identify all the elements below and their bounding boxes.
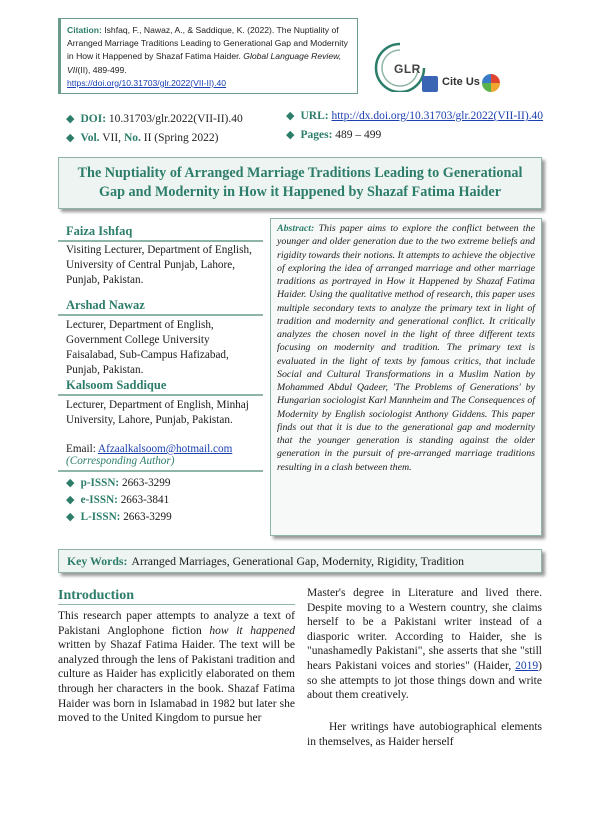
divider (58, 604, 295, 605)
vol-value: VII, (102, 132, 122, 144)
author-affiliation: Lecturer, Department of English, Minhaj University, Lahore, Punjab, Pakistan. (66, 399, 249, 426)
bullet-icon: ◆ (66, 113, 75, 125)
cite-us-link[interactable]: Cite Us (442, 76, 480, 88)
l-issn-label: L-ISSN: (80, 511, 121, 523)
introduction-heading: Introduction (58, 588, 134, 603)
intro-text: written by Shazaf Fatima Haider. The text will be analyzed through the lens of Pakistani tradition and culture as Haider has explicitly elaborated on them through her characters in the book. Shazaf Fatima Haider was born in Islamabad in 1982 but later she moved to the United Kingdom to pursue her (58, 639, 295, 725)
author-affiliation: Visiting Lecturer, Department of English, University of Central Punjab, Lahore, Punjab, Pakistan. (66, 244, 252, 286)
email-link[interactable]: Afzaalkalsoom@hotmail.com (98, 443, 233, 455)
p-issn-label: p-ISSN: (80, 477, 120, 489)
intro-text: ) so she attempts to jot those things down and write about them creatively. (307, 659, 542, 702)
l-issn-value: 2663-3299 (123, 511, 172, 523)
citation-link[interactable]: https://doi.org/10.31703/glr.2022(VII-II).40 (67, 77, 227, 88)
citation-year-link[interactable]: 2019 (515, 659, 539, 672)
logo-area (370, 40, 550, 100)
cite-badge-icon (422, 76, 438, 92)
url-link[interactable]: http://dx.doi.org/10.31703/glr.2022(VII-II).40 (331, 110, 544, 122)
l-issn-row (66, 510, 172, 523)
citation-box (58, 18, 358, 94)
url-label: URL: (300, 110, 329, 122)
divider (58, 314, 263, 316)
bullet-icon: ◆ (66, 511, 75, 523)
intro-right-paragraph (307, 586, 542, 703)
doi-row (66, 112, 243, 125)
bullet-icon: ◆ (66, 132, 75, 144)
author-name: Kalsoom Saddique (66, 378, 167, 392)
intro-right-paragraph-2: Her writings have autobiographical elements in themselves, as Haider herself (307, 721, 542, 748)
no-value: II (Spring 2022) (143, 132, 219, 144)
keywords-label: Key Words: (67, 553, 128, 568)
citation-issue: (II), 489-499. (77, 64, 127, 75)
corresponding-author-note: (Corresponding Author) (66, 455, 175, 467)
author-name: Arshad Nawaz (66, 298, 145, 312)
abstract-text: This paper aims to explore the conflict between the younger and older generation due to the two extreme beliefs and rigidity towards their notions. It attempts to achieve the objective of exploring the idea of arranged marriage and other marriage traditions as portrayed in How it Happened by Shazaf Fatima Haider. Using the qualitative method of research, this paper uses multiple secondary texts to analyze the primary text in light of tradition and modernity and generational conflict. It critically analyzes the chosen novel in the light of three different texts focusing on modernity and tradition. The primary text is evaluated in the light of texts by famous critics, that include Social and Cultural Transformations in a Muslim Nation by Mohammed Abdul Qadeer, 'The Problems of Generations' by Hungarian sociologist Karl Mannheim and The Consequences of Modernity by English sociologist Anthony Giddens. This paper finds out that it is due to the generational gap and modernity that the younger generation is standing against the older generation in the pursuit of pre-arranged marriage traditions resulting in a clash between them. (277, 223, 535, 473)
vol-row (66, 131, 219, 144)
bullet-icon: ◆ (286, 129, 295, 141)
intro-text: This research paper attempts to analyze a text of Pakistani Anglophone fiction (58, 610, 295, 637)
pages-row (286, 128, 381, 141)
email-label: Email: (66, 443, 96, 455)
author-name: Faiza Ishfaq (66, 224, 133, 238)
intro-text: Master's degree in Literature and lived there. Despite moving to a Western country, she claims herself to be a Pakistani writer instead of a diasporic writer. According to Haider, she is "unashamedly Pakistani", she asserts that she "still hears Pakistani voices and stories" (Haider, (307, 587, 542, 672)
e-issn-label: e-ISSN: (80, 494, 118, 506)
citation-text: Ishfaq, F., Nawaz, A., & Saddique, K. (2022). The Nuptiality of Arranged Marriage Traditions Leading to Generational Gap and Modernity in How it Happened by Shazaf Fatima Haider. (67, 25, 348, 62)
bullet-icon: ◆ (66, 494, 75, 506)
intro-left-paragraph (58, 609, 295, 726)
p-issn-value: 2663-3299 (121, 477, 171, 489)
e-issn-row (66, 493, 169, 506)
citation-label: Citation: (67, 25, 102, 35)
paper-title: The Nuptiality of Arranged Marriage Traditions Leading to Generational Gap and Modernity in How it Happened by Shazaf Fatima Haider (58, 157, 542, 209)
pages-label: Pages: (300, 129, 333, 141)
abstract-box (270, 218, 542, 536)
citation-journal: Global Language Review, VII (67, 51, 342, 75)
url-row (286, 109, 543, 122)
keywords-box (58, 549, 542, 573)
doi-label: DOI: (80, 113, 107, 125)
cite-us-icon (482, 74, 500, 92)
bullet-icon: ◆ (66, 477, 75, 489)
glr-logo-text: GLR (394, 62, 421, 76)
bullet-icon: ◆ (286, 110, 295, 122)
keywords-text: Arranged Marriages, Generational Gap, Modernity, Rigidity, Tradition (131, 553, 465, 568)
doi-value: 10.31703/glr.2022(VII-II).40 (108, 113, 243, 125)
vol-label: Vol. (80, 132, 100, 144)
divider (58, 240, 263, 242)
pages-value: 489 – 499 (335, 129, 382, 141)
intro-italic-title: how it happened (209, 624, 296, 637)
divider (58, 394, 263, 396)
p-issn-row (66, 476, 170, 489)
no-label: No. (123, 132, 141, 144)
divider (58, 470, 263, 472)
author-affiliation: Lecturer, Department of English, Government College University Faisalabad, Sub-Campus Hafizabad, Punjab, Pakistan. (66, 319, 229, 376)
abstract-label: Abstract: (277, 223, 315, 234)
e-issn-value: 2663-3841 (120, 494, 170, 506)
